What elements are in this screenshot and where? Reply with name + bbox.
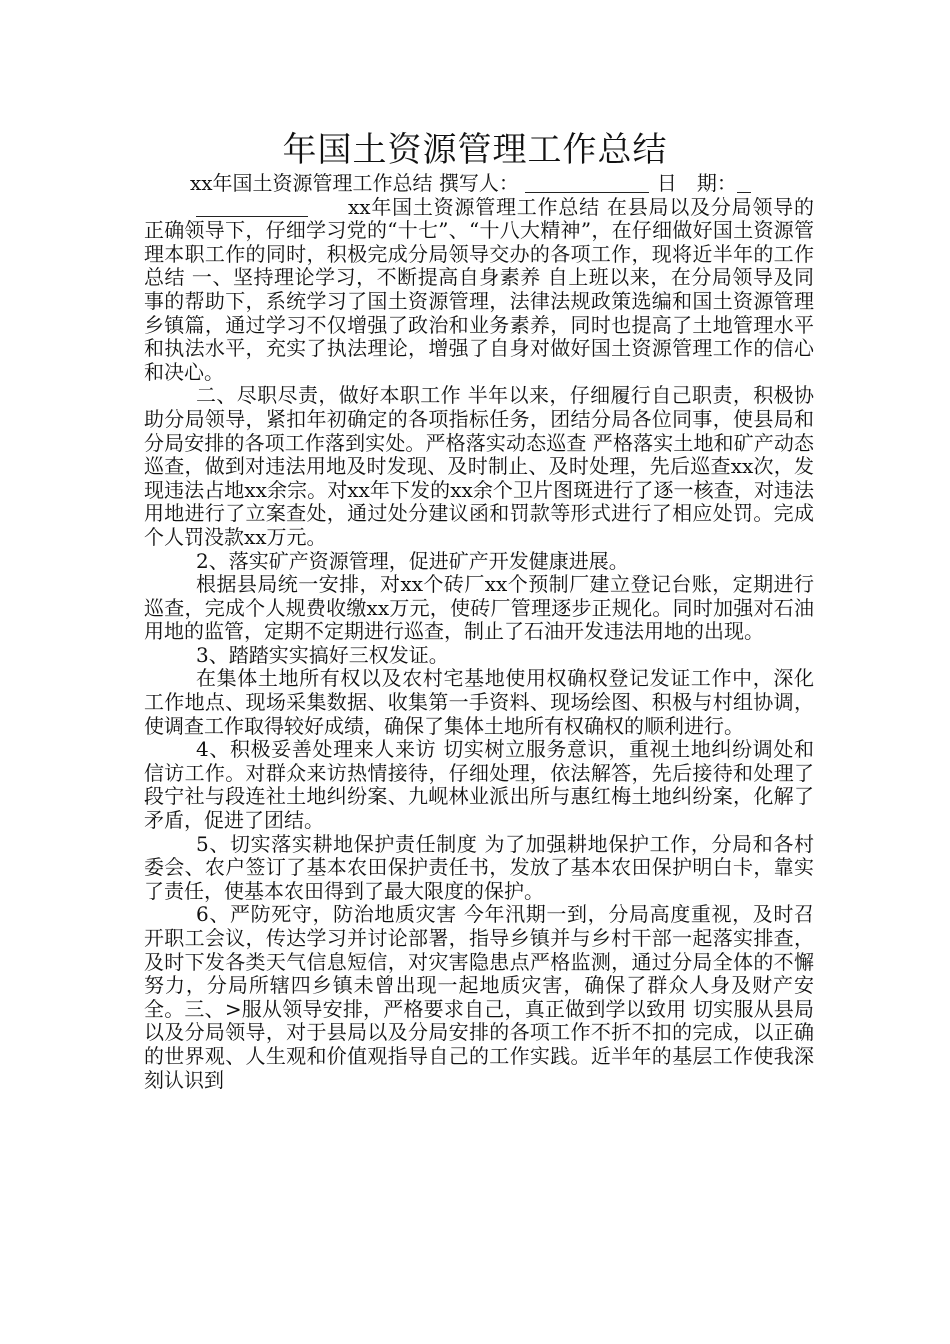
date-blank-continued bbox=[196, 196, 308, 217]
intro-paragraph bbox=[144, 196, 814, 385]
paragraph-disaster: 6、严防死守，防治地质灾害 今年汛期一到，分局高度重视，及时召开职工会议，传达学习并讨论部署，指导乡镇并与乡村干部一起落实排查，及时下发各类天气信息短信，对灾害隐患点严格监测，通过分局全体的不懈努力，分局所辖四乡镇未曾出现一起地质灾害，确保了群众人身及财产安全。三、>服从领导安排，严格要求自己，真正做到学以致用 切实服从县局以及分局领导，对于县局以及分局安排的各项工作不折不扣的完成，以正确的世界观、人生观和价值观指导自己的工作实践。近半年的基层工作使我深刻认识到 bbox=[144, 902, 814, 1092]
paragraph-farmland: 5、切实落实耕地保护责任制度 为了加强耕地保护工作，分局和各村委会、农户签订了基本农田保护责任书，发放了基本农田保护明白卡，靠实了责任，使基本农田得到了最大限度的保护。 bbox=[144, 831, 814, 903]
paragraph-mineral: 根据县局统一安排，对xx个砖厂xx个预制厂建立登记台账，定期进行巡查，完成个人规费收缴xx万元，使砖厂管理逐步正规化。同时加强对石油用地的监管，定期不定期进行巡查，制止了石油开发违法用地的出现。 bbox=[144, 572, 814, 644]
author-blank bbox=[525, 172, 649, 193]
paragraph-visits: 4、积极妥善处理来人来访 切实树立服务意识，重视土地纠纷调处和信访工作。对群众来访热情接待，仔细处理，依法解答，先后接待和处理了段宁社与段连社土地纠纷案、九岘林业派出所与惠红梅土地纠纷案，化解了矛盾，促进了团结。 bbox=[144, 737, 814, 833]
meta-line bbox=[144, 172, 814, 196]
document-body bbox=[144, 172, 814, 1092]
meta-lead: xx年国土资源管理工作总结 撰写人： bbox=[190, 171, 519, 195]
paragraph-certification: 在集体土地所有权以及农村宅基地使用权确权登记发证工作中，深化工作地点、现场采集数据、收集第一手资料、现场绘图、积极与村组协调，使调查工作取得较好成绩，确保了集体土地所有权确权的顺利进行。 bbox=[144, 666, 814, 738]
date-blank bbox=[737, 172, 751, 193]
intro-text: xx年国土资源管理工作总结 在县局以及分局领导的正确领导下，仔细学习党的“十七”、“十八大精神”，在仔细做好国土资源管理本职工作的同时，积极完成分局领导交办的各项工作，现将近半年的工作总结 一、坚持理论学习，不断提高自身素养 自上班以来，在分局领导及同事的帮助下，系统学习了国土资源管理，法律法规政策选编和国土资源管理乡镇篇，通过学习不仅增强了政治和业务素养，同时也提高了土地管理水平和执法水平，充实了执法理论，增强了自身对做好国土资源管理工作的信心和决心。 bbox=[144, 194, 814, 384]
document-title: 年国土资源管理工作总结 bbox=[282, 130, 668, 170]
paragraph-mineral-heading: 2、落实矿产资源管理，促进矿产开发健康进展。 bbox=[196, 548, 629, 573]
paragraph-duties: 二、尽职尽责，做好本职工作 半年以来，仔细履行自己职责，积极协助分局领导，紧扣年初确定的各项指标任务，团结分局各位同事，使县局和分局安排的各项工作落到实处。严格落实动态巡查 严格落实土地和矿产动态巡查，做到对违法用地及时发现、及时制止、及时处理，先后巡查xx次，发现违法占地xx余宗。对xx年下发的xx余个卫片图斑进行了逐一核查，对违法用地进行了立案查处，通过处分建议函和罚款等形式进行了相应处罚。完成个人罚没款xx万元。 bbox=[144, 383, 814, 549]
paragraph-certification-heading: 3、踏踏实实搞好三权发证。 bbox=[196, 642, 449, 667]
date-label: 日 期： bbox=[656, 171, 737, 195]
